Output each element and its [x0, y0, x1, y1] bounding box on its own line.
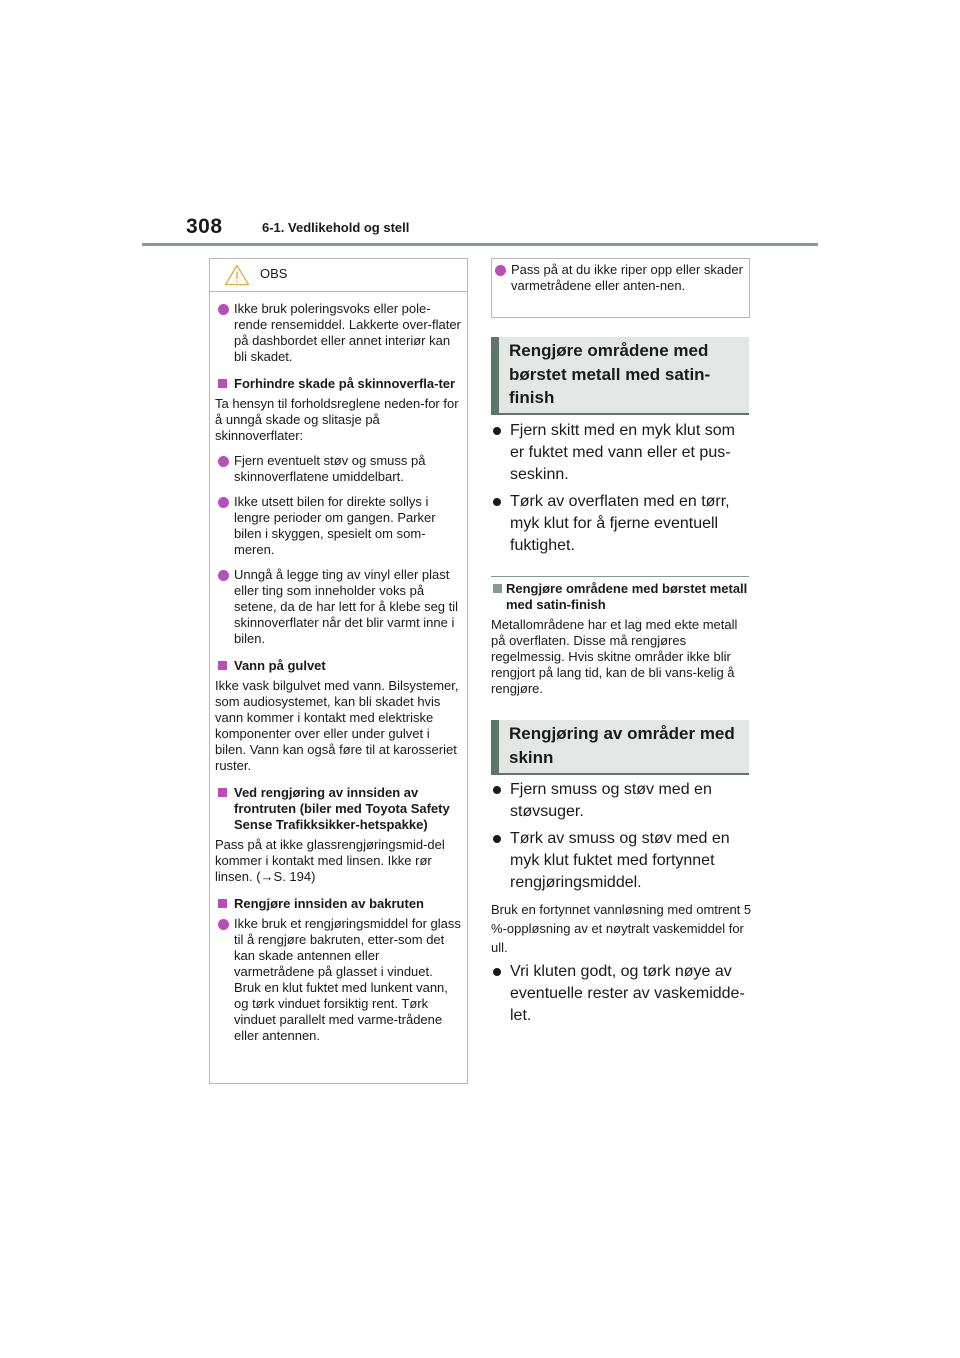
- detergent-note: Bruk en fortynnet vannløsning med omtrent 5 %-oppløsning av et nøytralt vaskemiddel for ull.: [491, 902, 752, 955]
- page-header: [186, 212, 818, 246]
- subsection-heading: Rengjøre områdene med børstet metall med satin-finish: [491, 581, 753, 613]
- chapter-title: 6-1. Vedlikehold og stell: [262, 220, 410, 235]
- caution-title: OBS: [260, 266, 288, 281]
- caution-paragraph: Ta hensyn til forholdsreglene neden-for for å unngå skade og slitasje på skinnoverflater:: [215, 396, 459, 443]
- metal-info-block: [491, 581, 753, 697]
- list-item: Tørk av overflaten med en tørr, myk klut for å fjerne eventuell fuktighet.: [491, 491, 753, 557]
- caution-subheading: Ved rengjøring av innsiden av frontruten (biler med Toyota Safety Sense Trafikksikker-hetspakke): [215, 785, 462, 833]
- subsection-paragraph: Metallområdene har et lag med ekte metall på overflaten. Disse må rengjøres regelmessig. Hvis skitne områder ikke blir rengjort på lang tid, kan de bli vans-kelig å rengjøre.: [491, 617, 738, 696]
- section-heading-metal: Rengjøre områdene med børstet metall med satin-finish: [491, 337, 749, 415]
- caution-bullet: Unngå å legge ting av vinyl eller plast eller ting som inneholder voks på setene, da de har lett for å klebe seg til skinnoverflater når det blir varmt inne i bilen.: [215, 567, 462, 647]
- caution-continued-box: [491, 258, 750, 318]
- section-heading-leather: Rengjøring av områder med skinn: [491, 720, 749, 775]
- caution-subheading: Rengjøre innsiden av bakruten: [215, 896, 462, 912]
- warning-triangle-icon: [224, 264, 250, 286]
- caution-bullet: Ikke bruk et rengjøringsmiddel for glass til å rengjøre bakruten, etter-som det kan skade antennen eller varmetrådene på glasset i vinduet. Bruk en klut fuktet med lunkent vann, og tørk vinduet forsiktig rent. Tørk vinduet parallelt med varme-trådene eller antennen.: [215, 916, 462, 1044]
- page-number: 308: [186, 215, 223, 238]
- list-item: Fjern smuss og støv med en støvsuger.: [491, 779, 753, 823]
- metal-steps-list: [491, 420, 753, 557]
- leather-steps-list-continued: [491, 961, 753, 1027]
- list-item: Vri kluten godt, og tørk nøye av eventuelle rester av vaskemidde-let.: [491, 961, 753, 1027]
- caution-subheading: Forhindre skade på skinnoverfla-ter: [215, 376, 462, 392]
- subsection-rule: [491, 576, 749, 577]
- caution-bullet: Ikke utsett bilen for direkte sollys i lengre perioder om gangen. Parker bilen i skyggen, spesielt om som-meren.: [215, 494, 462, 558]
- leather-steps-list: [491, 779, 753, 894]
- caution-paragraph: Ikke vask bilgulvet med vann. Bilsystemer, som audiosystemet, kan bli skadet hvis vann kommer i kontakt med elektriske komponenter over eller under gulvet i bilen. Vann kan også føre til at karosseriet ruster.: [215, 678, 459, 773]
- list-item: Fjern skitt med en myk klut som er fuktet med vann eller et pus-seskinn.: [491, 420, 753, 486]
- caution-bullet: Pass på at du ikke riper opp eller skader varmetrådene eller anten-nen.: [492, 262, 743, 294]
- caution-header: [210, 259, 467, 292]
- caution-body: [210, 301, 467, 1044]
- caution-box: [209, 258, 468, 1084]
- caution-subheading: Vann på gulvet: [215, 658, 462, 674]
- list-item: Tørk av smuss og støv med en myk klut fuktet med fortynnet rengjøringsmiddel.: [491, 828, 753, 894]
- caution-bullet: Ikke bruk poleringsvoks eller pole-rende rensemiddel. Lakkerte over-flater på dashbordet eller annet interiør kan bli skadet.: [215, 301, 462, 365]
- caution-paragraph: Pass på at ikke glassrengjøringsmid-del kommer i kontakt med linsen. Ikke rør linsen. (→S. 194): [215, 837, 445, 884]
- caution-bullet: Fjern eventuelt støv og smuss på skinnoverflatene umiddelbart.: [215, 453, 462, 485]
- header-rule: [142, 243, 818, 246]
